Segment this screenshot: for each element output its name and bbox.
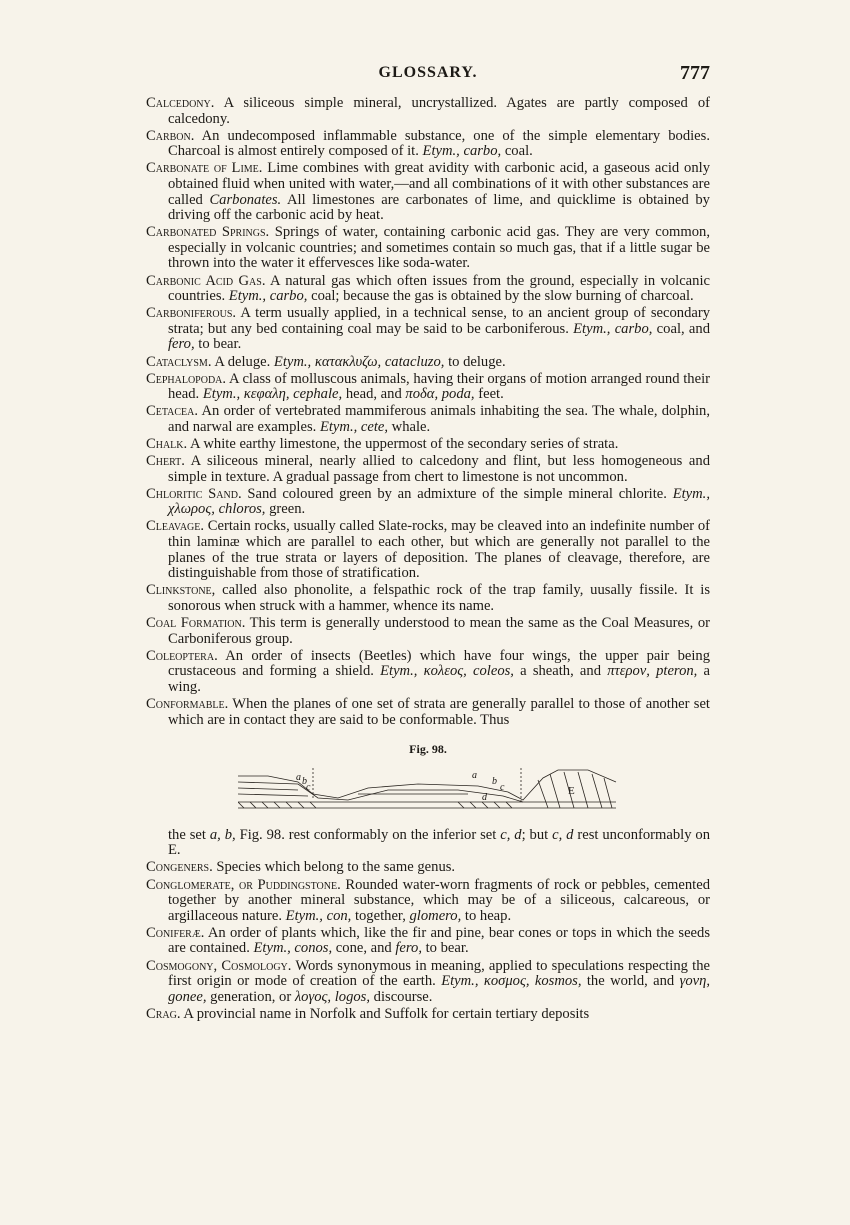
definition-text: Sand coloured green by an admixture of the simple mineral chlorite. [241,485,673,502]
glossary-entry [146,355,710,371]
entry-term: Chalk. [146,435,188,452]
strata-figure [238,764,618,814]
definition-text: When the planes of one set of strata are generally parallel to those of another set which are in contact they are said to be conformable. Thus [168,695,710,728]
definition-text: green. [265,501,306,518]
definition-text: to deluge. [444,353,506,370]
entry-term: Calcedony. [146,95,215,111]
etymology-text: Etym., κεφαλη, cephale, [202,386,343,403]
entry-term: Conglomerate, or Puddingstone. [146,876,341,893]
etymology-text: c, d [552,826,574,843]
definition-text: coal. [501,143,533,160]
etymology-text: a, b, [209,826,236,843]
etymology-text: Etym., κολεος, coleos, [380,663,514,680]
glossary-entry [146,225,710,272]
definition-text: A term usually applied, in a technical sense, to an ancient group of secondary strata; but any bed containing coal may be said to be carboniferous. [168,305,710,337]
definition-text: the set [168,826,210,843]
entry-term: Cataclysm. [146,353,212,370]
etymology-text: γονη, gonee, [168,973,710,1005]
etymology-text: c, d [500,826,522,843]
definition-text: A provincial name in Norfolk and Suffolk for certain tertiary deposits [180,1005,590,1022]
page-number: 777 [680,62,710,84]
glossary-entry [146,129,710,160]
definition-text: This term is generally understood to mean the same as the Coal Measures, or Carboniferous group. [168,615,710,647]
etymology-text: fero, [395,940,422,957]
definition-text: coal; because the gas is obtained by the slow burning of charcoal. [307,288,694,305]
definition-text: Certain rocks, usually called Slate-rocks, may be cleaved into an indefinite number of thin laminæ which are parallel to each other, but which are generally not parallel to the planes of the true strata or layers of deposition. The planes of cleavage, therefore, are distinguishable from those of stratification. [168,518,710,582]
entry-term: Cosmogony, Cosmology. [146,957,292,974]
etymology-text: πτερον, pteron, [607,663,698,680]
definition-text: Springs of water, containing carbonic acid gas. They are very common, especially in volcanic countries; and sometimes contain so much gas, that if a little sugar be thrown into the water it effervesces like soda-water. [168,224,710,272]
entry-term: Cetacea. [146,403,199,420]
glossary-entry [146,959,710,1006]
definition-text: rest unconformably on E. [168,826,711,859]
glossary-entry [146,161,710,223]
glossary-entry [146,860,710,876]
entry-term: Coal Formation. [146,615,246,631]
etymology-text: Etym., κοσμος, kosmos, [441,973,582,990]
definition-text: Lime combines with great avidity with carbonic acid, a gaseous acid only obtained fluid when united with water,—and all combinations of it with other substances are called [168,160,710,208]
definition-text: to bear. [194,336,242,353]
figure-label: c [306,781,311,793]
entry-term: Coniferæ. [146,924,205,941]
entry-term: Carboniferous. [146,305,237,322]
definition-text: the world, and [581,973,680,990]
glossary-entry [146,372,710,403]
glossary-entry [146,616,710,647]
figure-label: c [500,781,505,793]
entry-term: Chert. [146,453,185,470]
etymology-text: Etym., carbo, [228,288,308,305]
page-header [146,64,710,86]
entry-term: Crag. [146,1005,181,1022]
glossary-entry [146,404,710,435]
etymology-text: fero, [168,336,195,353]
entry-term: Clinkstone, [146,582,216,599]
figure-label: E [568,784,575,797]
glossary-entry [146,583,710,614]
definition-text: A siliceous mineral, nearly allied to calcedony and flint, but less homogeneous and simple in texture. A gradual passage from chert to limestone is not uncommon. [168,453,710,485]
definition-text: a sheath, and [513,663,608,680]
definition-text: generation, or [206,988,295,1005]
definition-text: A white earthy limestone, the uppermost of the secondary series of strata. [187,435,619,452]
definition-text: A deluge. [211,353,274,370]
definition-text: An order of vertebrated mammiferous animals inhabiting the sea. The whale, dolphin, and narwal are examples. [168,403,710,435]
definition-text: discourse. [370,988,433,1005]
definition-text: called also phonolite, a felspathic rock of the trap family, uusally fissile. It is sonorous when struck with a hammer, whence its name. [168,582,710,614]
etymology-text: λογος, logos, [294,988,371,1005]
entry-term: Coleoptera. [146,647,218,664]
glossary-entry [146,454,710,485]
etymology-text: ποδα, poda, [405,386,475,403]
glossary-entry [146,519,710,581]
entry-term: Cleavage. [146,518,205,535]
etymology-text: Etym., conos, [253,940,333,957]
definition-text: A natural gas which often issues from the ground, especially in volcanic countries. [168,272,710,305]
glossary-entry [146,697,710,728]
definition-text: An order of plants which, like the fir and pine, bear cones or tops in which the seeds are contained. [168,924,710,957]
glossary-entry [146,649,710,696]
etymology-text: glomero, [409,907,462,924]
glossary-entry [146,96,710,127]
figure-label: b [302,775,307,787]
definition-text: cone, and [332,940,396,957]
etymology-text: Etym., carbo, [422,143,502,160]
entry-term: Conformable. [146,695,229,712]
etymology-text: Etym., carbo, [573,320,653,337]
entry-term: Carbonic Acid Gas. [146,272,266,289]
definition-text: a wing. [168,663,710,695]
glossary-entry [146,437,710,453]
running-title: GLOSSARY. [378,64,478,81]
glossary-entry [146,926,710,957]
etymology-text: Carbonates. [209,191,282,208]
definition-text: to heap. [461,907,512,924]
definition-text: An undecomposed inflammable substance, one of the simple elementary bodies. Charcoal is almost entirely composed of it. [168,127,710,160]
figure-label: a [472,769,477,781]
glossary-entry [146,274,710,305]
figure-label: a [296,771,301,783]
entry-term: Chloritic Sand. [146,485,242,502]
glossary-entries-bottom [146,860,710,1022]
etymology-text: Etym., cete, [319,418,389,435]
entry-term: Cephalopoda. [146,370,227,387]
etymology-text: Etym., con, [285,907,352,924]
definition-text: feet. [474,386,504,403]
figure-label: b [492,775,497,787]
definition-text: Rounded water-worn fragments of rock or pebbles, cemented together by another mineral substance, which may be of a siliceous, calcareous, or argillaceous nature. [168,876,710,924]
glossary-entry [146,878,710,925]
glossary-body [146,96,710,1024]
entry-term: Carbonate of Lime. [146,160,263,177]
definition-text: together, [351,907,410,924]
definition-text: Species which belong to the same genus. [212,859,456,876]
entry-term: Carbon. [146,127,195,144]
definition-text: whale. [388,418,431,435]
definition-text: Words synonymous in meaning, applied to speculations respecting the first origin or mode of creation of the earth. [168,957,710,990]
definition-text: Fig. 98. rest conformably on the inferior set [235,826,501,843]
definition-text: All limestones are carbonates of lime, and quicklime is obtained by driving off the carbonic acid by heat. [168,191,710,224]
definition-text: head, and [342,386,406,403]
etymology-text: Etym., κατακλυζω, catacluzo, [273,353,445,370]
etymology-text: Etym., χλωρος, chloros, [168,485,710,518]
glossary-entry [146,1007,710,1023]
figure-description [146,828,710,859]
definition-text: A siliceous simple mineral, uncrystallized. Agates are partly composed of calcedony. [168,95,710,127]
definition-text: ; but [521,826,553,843]
glossary-entries-top [146,96,710,728]
entry-term: Carbonated Springs. [146,224,270,241]
entry-term: Congeners. [146,859,213,876]
definition-text: to bear. [421,940,469,957]
figure-caption: Fig. 98. [409,742,447,757]
glossary-entry [146,487,710,518]
glossary-entry [146,306,710,353]
definition-text: A class of molluscous animals, having their organs of motion arranged round their head. [168,370,710,403]
definition-text: coal, and [652,320,710,337]
definition-text: An order of insects (Beetles) which have four wings, the upper pair being crustaceous and forming a shield. [168,647,710,680]
figure-label: d [482,791,487,803]
